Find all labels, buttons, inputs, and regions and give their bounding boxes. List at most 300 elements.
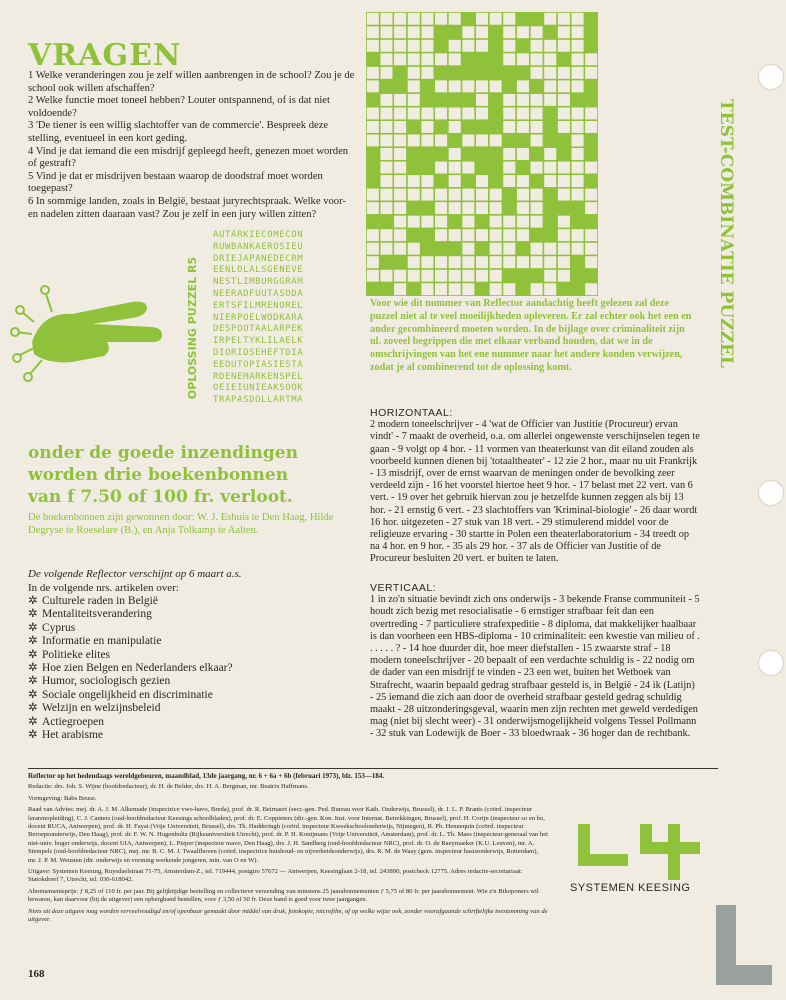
crossword-cell bbox=[449, 175, 461, 187]
crossword-cell bbox=[380, 26, 392, 38]
crossword-cell bbox=[503, 40, 515, 52]
crossword-cell bbox=[408, 80, 420, 92]
crossword-cell bbox=[435, 256, 447, 268]
crossword-cell bbox=[421, 216, 433, 228]
crossword-cell bbox=[531, 94, 543, 106]
prize-heading-line: worden drie boekenbonnen bbox=[28, 465, 289, 485]
crossword-cell bbox=[517, 202, 529, 214]
crossword-cell bbox=[408, 107, 420, 119]
crossword-grid bbox=[366, 12, 598, 296]
crossword-cell bbox=[544, 256, 556, 268]
crossword-cell bbox=[585, 121, 597, 133]
crossword-cell bbox=[367, 121, 379, 133]
crossword-cell bbox=[449, 283, 461, 295]
topic-item: ✲ Sociale ongelijkheid en discriminatie bbox=[28, 688, 213, 701]
crossword-cell bbox=[490, 283, 502, 295]
crossword-cell bbox=[585, 283, 597, 295]
star-bullet-icon: ✲ bbox=[28, 688, 38, 701]
crossword-cell bbox=[517, 189, 529, 201]
crossword-cell bbox=[394, 40, 406, 52]
crossword-cells bbox=[366, 12, 598, 296]
crossword-cell bbox=[421, 26, 433, 38]
crossword-cell bbox=[380, 107, 392, 119]
crossword-cell bbox=[380, 40, 392, 52]
crossword-cell bbox=[367, 80, 379, 92]
crossword-cell bbox=[408, 53, 420, 65]
crossword-cell bbox=[449, 107, 461, 119]
crossword-cell bbox=[394, 216, 406, 228]
solution-row: RUWBANKAEROSIEU bbox=[213, 241, 304, 252]
crossword-cell bbox=[558, 256, 570, 268]
crossword-cell bbox=[544, 175, 556, 187]
crossword-cell bbox=[544, 80, 556, 92]
crossword-cell bbox=[367, 26, 379, 38]
crossword-cell bbox=[531, 135, 543, 147]
crossword-cell bbox=[408, 270, 420, 282]
crossword-cell bbox=[517, 216, 529, 228]
binder-hole bbox=[758, 64, 784, 90]
crossword-cell bbox=[394, 162, 406, 174]
crossword-cell bbox=[462, 229, 474, 241]
crossword-cell bbox=[380, 229, 392, 241]
crossword-cell bbox=[476, 256, 488, 268]
crossword-cell bbox=[462, 216, 474, 228]
crossword-cell bbox=[449, 162, 461, 174]
crossword-cell bbox=[572, 67, 584, 79]
question-item: 2 Welke functie moet toneel hebben? Louter ontspannend, of is dat niet voldoende? bbox=[28, 95, 330, 119]
star-bullet-icon: ✲ bbox=[28, 648, 38, 661]
crossword-cell bbox=[531, 283, 543, 295]
divider bbox=[28, 768, 718, 769]
crossword-cell bbox=[544, 53, 556, 65]
crossword-cell bbox=[558, 67, 570, 79]
crossword-cell bbox=[367, 13, 379, 25]
crossword-cell bbox=[435, 229, 447, 241]
topic-item: ✲ Welzijn en welzijnsbeleid bbox=[28, 702, 161, 715]
crossword-cell bbox=[367, 229, 379, 241]
crossword-cell bbox=[408, 256, 420, 268]
crossword-cell bbox=[462, 40, 474, 52]
solution-row: RDENEMARKENSPEL bbox=[213, 371, 304, 382]
solution-grid bbox=[213, 230, 363, 407]
crossword-cell bbox=[462, 80, 474, 92]
crossword-cell bbox=[449, 121, 461, 133]
solution-row: EEDUTOPIASIESTA bbox=[213, 359, 304, 370]
question-item: 5 Vind je dat er misdrijven bestaan waarop de doodstraf moet worden toegepast? bbox=[28, 170, 323, 195]
crossword-cell bbox=[531, 216, 543, 228]
crossword-cell bbox=[503, 107, 515, 119]
crossword-cell bbox=[394, 13, 406, 25]
crossword-cell bbox=[435, 53, 447, 65]
star-bullet-icon: ✲ bbox=[28, 702, 38, 715]
crossword-cell bbox=[490, 270, 502, 282]
vragen-heading: VRAGEN bbox=[28, 38, 182, 73]
crossword-cell bbox=[572, 107, 584, 119]
crossword-cell bbox=[558, 121, 570, 133]
crossword-cell bbox=[380, 67, 392, 79]
crossword-cell bbox=[408, 189, 420, 201]
crossword-cell bbox=[572, 26, 584, 38]
crossword-cell bbox=[435, 162, 447, 174]
crossword-cell bbox=[517, 80, 529, 92]
crossword-cell bbox=[367, 107, 379, 119]
crossword-cell bbox=[544, 148, 556, 160]
questions-list bbox=[28, 70, 358, 221]
crossword-cell bbox=[490, 13, 502, 25]
crossword-cell bbox=[367, 202, 379, 214]
crossword-cell bbox=[476, 107, 488, 119]
colophon-line: Raad van Advies: mej. dr. A. J. M. Alkemade (inspectrice vwo-havo, Breda), prof. dr. R. Beirnaert (secr.-gen. Ped. Bureau voor Kath. Onderwijs, Brussel), dr. J. L. P. Brants (coörd. inspecteur lerarenopleiding), C. J. Canters (oud-hoofdredacteur Keesings schoolbladen), prof. dr. E. Coppieters (dir.-gen. Kon. Inst. voor Internat. Betrekkingen, Brussel), prof. H. Corijn (inspecteur so en ho, docent RUCA, Antwerpen), prof. dr. H. Fayat (Vrije Universiteit, Brussel), drs. Th. Hadderingh (coörd. inspecteur Kweekschoolonderwijs, Nijmegen), R. Ph. Hennequin (coörd. inspecteur Beroepsonderwijs, Den Haag), prof. dr. F. W. N. Hugenholtz (Rijksuniversiteit Utrecht), prof. dr. P. H. Konijmans (Vrije Universiteit, Amsterdam), prof. dr. L. Th. Maes (inspecteur-generaal van het niet-univ. hoger onderwijs, docent UIA, Antwerpen), L. Pieper (inspecteur mavo, Den Haag), drs. J. H. Sandberg (oud-hoofdredacteur NRC), prof. dr. O. de Raeymaeker (K.U. Leuven), mr. A. Stempels (oud-hoofdredacteur NRC), mej. mr. B. C. M. J. Twaalfhoven (coörd. inspectrice huishoud- en nijverheidsonderwijs), drs. R. M. de Waay (gem. inspecteur basisonderwijs, Rotterdam), mr. J. P. M. Weusten (dir. onderwijs en vorming werkende jongeren, min. van O en W). bbox=[28, 806, 548, 864]
colophon-line: Redactie: drs. Joh. S. Wijne (hoofdredacteur), dr. H. de Belder, drs. H. A. Bergman, mr. Beatrix Haffmans. bbox=[28, 783, 309, 791]
horizontal-clue-text: 2 modern toneelschrijver - 4 'wat de Officier van Justitie (Procureur) ervan vindt' - 7 maakt de overheid, o.a. om allerlei ongewenste verschijnselen tegen te gaan - 9 volgt op 4 hor. - 11 vormen van theaterkunst van dit eiland zouden als voorbeeld kunnen dienen bij 'totaaltheater' - 12 zie 2 hor., maar nu uit Frankrijk - 13 misdrijf, over de ernst waarvan de meningen onder de bevolking zeer verdeeld zijn - 16 het voorstel hiertoe heet 9 hor. - 17 belast met 22 vert. van 6 vert. - 19 over het gebruik hiervan zou je hetzelfde kunnen zeggen als bij 13 hor. - 21 ernstig 6 vert. - 23 slachtoffers van 'Kriminal-biologie' - 26 daar wordt 16 hor. uitgezeten - 27 stuk van 18 vert. - 29 stimulerend middel voor de religieuze ervaring - 30 startte in Polen een theaterlaboratorium - 34 treedt op na 4 hor. en 9 hor. - 35 als 29 hor. - 37 als de Officier van Justitie of de Procureur besluiten 20 vert. er buiten te laten. bbox=[370, 419, 700, 565]
crossword-cell bbox=[531, 162, 543, 174]
crossword-cell bbox=[572, 53, 584, 65]
crossword-cell bbox=[572, 162, 584, 174]
page-number: 168 bbox=[28, 968, 45, 980]
crossword-cell bbox=[517, 229, 529, 241]
horizontal-heading: HORIZONTAAL: bbox=[370, 407, 453, 419]
crossword-cell bbox=[435, 135, 447, 147]
crossword-cell bbox=[476, 202, 488, 214]
crossword-cell bbox=[476, 270, 488, 282]
crossword-cell bbox=[380, 270, 392, 282]
topic-item: ✲ Informatie en manipulatie bbox=[28, 635, 162, 648]
crossword-cell bbox=[558, 80, 570, 92]
crossword-cell bbox=[435, 107, 447, 119]
crossword-cell bbox=[462, 26, 474, 38]
topic-item: ✲ Actiegroepen bbox=[28, 715, 104, 728]
crossword-cell bbox=[476, 94, 488, 106]
crossword-cell bbox=[517, 256, 529, 268]
crossword-cell bbox=[380, 175, 392, 187]
crossword-cell bbox=[503, 256, 515, 268]
crossword-cell bbox=[585, 189, 597, 201]
crossword-cell bbox=[585, 229, 597, 241]
crossword-cell bbox=[544, 13, 556, 25]
crossword-cell bbox=[585, 243, 597, 255]
crossword-cell bbox=[462, 135, 474, 147]
crossword-cell bbox=[572, 135, 584, 147]
pointing-hand-illustration bbox=[12, 272, 182, 392]
horizontal-clues bbox=[370, 407, 700, 566]
crossword-cell bbox=[490, 189, 502, 201]
puzzle-title-text: TEST-COMBINATIE PUZZEL bbox=[716, 99, 736, 368]
crossword-cell bbox=[421, 175, 433, 187]
solution-label bbox=[180, 228, 204, 428]
solution-row: TRAPASDOLLARTMA bbox=[213, 395, 304, 406]
crossword-cell bbox=[367, 256, 379, 268]
crossword-cell bbox=[421, 283, 433, 295]
star-bullet-icon: ✲ bbox=[28, 621, 38, 634]
crossword-cell bbox=[531, 243, 543, 255]
question-item: 3 'De tiener is een willig slachtoffer van de commercie'. Bespreek deze stelling, eventueel in een kort geding. bbox=[28, 120, 329, 144]
question-item: 6 In sommige landen, zoals in België, bestaat juryrechtspraak. Welke voor- en nadelen zitten daaraan vast? Zou je zelf in een jury willen zitten? bbox=[28, 195, 346, 220]
crossword-cell bbox=[517, 148, 529, 160]
crossword-cell bbox=[503, 229, 515, 241]
crossword-cell bbox=[449, 53, 461, 65]
crossword-cell bbox=[531, 53, 543, 65]
crossword-cell bbox=[490, 243, 502, 255]
crossword-cell bbox=[394, 121, 406, 133]
solution-row: ERTSFILMRENOREL bbox=[213, 300, 304, 311]
crossword-cell bbox=[558, 40, 570, 52]
keesing-logo-icon bbox=[568, 820, 708, 880]
crossword-cell bbox=[503, 175, 515, 187]
puzzle-side-title bbox=[600, 8, 736, 368]
crossword-cell bbox=[435, 189, 447, 201]
crossword-cell bbox=[394, 53, 406, 65]
crossword-cell bbox=[490, 135, 502, 147]
crossword-cell bbox=[585, 202, 597, 214]
star-bullet-icon: ✲ bbox=[28, 662, 38, 675]
crossword-cell bbox=[558, 107, 570, 119]
crossword-cell bbox=[558, 13, 570, 25]
crossword-cell bbox=[572, 175, 584, 187]
crossword-cell bbox=[531, 40, 543, 52]
crossword-cell bbox=[490, 202, 502, 214]
topic-item: ✲ Het arabisme bbox=[28, 729, 103, 742]
crossword-cell bbox=[421, 40, 433, 52]
crossword-cell bbox=[449, 40, 461, 52]
crossword-cell bbox=[503, 148, 515, 160]
crossword-cell bbox=[380, 13, 392, 25]
crossword-cell bbox=[408, 67, 420, 79]
colophon-line: Abonnementsprijs: ƒ 8,25 of 110 fr. per jaar. Bij gelijktijdige bestelling en collectieve verzending van minstens 25 jaarabonnementen ƒ 5,75 of 80 fr. per jaarabonnement. Wie z'n Bikoponers wil bewaren, kan daarvoor (bij de uitgever) een opbergband bestellen, voor ƒ 3,50 of 50 fr. Deze band is goed voor twee jaargangen. bbox=[28, 887, 539, 904]
crossword-cell bbox=[449, 229, 461, 241]
crossword-cell bbox=[476, 40, 488, 52]
crossword-cell bbox=[394, 229, 406, 241]
crossword-cell bbox=[476, 80, 488, 92]
topic-item: ✲ Mentaliteitsverandering bbox=[28, 608, 152, 621]
crossword-cell bbox=[517, 53, 529, 65]
keesing-name: SYSTEMEN KEESING bbox=[570, 882, 691, 894]
next-issue-intro: De volgende Reflector verschijnt op 6 maart a.s. bbox=[28, 568, 242, 580]
crossword-cell bbox=[408, 175, 420, 187]
crossword-cell bbox=[572, 80, 584, 92]
crossword-cell bbox=[394, 189, 406, 201]
crossword-cell bbox=[544, 94, 556, 106]
crossword-cell bbox=[572, 189, 584, 201]
question-item: 4 Vind je dat iemand die een misdrijf gepleegd heeft, genezen moet worden of gestraft? bbox=[28, 145, 349, 170]
star-bullet-icon: ✲ bbox=[28, 608, 38, 621]
topic-item: ✲ Culturele raden in België bbox=[28, 595, 158, 607]
crossword-cell bbox=[517, 26, 529, 38]
crossword-cell bbox=[585, 67, 597, 79]
crossword-cell bbox=[462, 243, 474, 255]
next-issue-lead: In de volgende nrs. artikelen over: bbox=[28, 581, 179, 594]
puzzle-intro: Voor wie dit nummer van Reflector aandachtig heeft gelezen zal deze puzzel niet al te veel moeilijkheden opleveren. Er zal echter ook het een en ander gecombineerd moeten worden. In de bijlage over criminaliteit zijn nl. zoveel begrippen die met elkaar verband houden, dat we in de omschrijvingen van het ene nummer naar het andere konden verwijzen, zodat je al combinerend tot de oplossing komt. bbox=[370, 298, 692, 373]
crossword-cell bbox=[380, 135, 392, 147]
crossword-cell bbox=[476, 229, 488, 241]
crossword-cell bbox=[367, 270, 379, 282]
crossword-cell bbox=[435, 216, 447, 228]
crossword-cell bbox=[572, 229, 584, 241]
crossword-cell bbox=[558, 175, 570, 187]
crossword-cell bbox=[380, 189, 392, 201]
crossword-cell bbox=[462, 162, 474, 174]
crossword-cell bbox=[380, 162, 392, 174]
crossword-cell bbox=[435, 80, 447, 92]
star-bullet-icon: ✲ bbox=[28, 595, 38, 607]
crossword-cell bbox=[572, 121, 584, 133]
crossword-cell bbox=[558, 94, 570, 106]
crossword-cell bbox=[421, 13, 433, 25]
star-bullet-icon: ✲ bbox=[28, 635, 38, 648]
solution-row: OEIEIUNIEAKSOOK bbox=[213, 383, 304, 394]
crossword-cell bbox=[558, 216, 570, 228]
corner-mark-icon bbox=[712, 905, 772, 985]
star-bullet-icon: ✲ bbox=[28, 729, 38, 742]
crossword-cell bbox=[544, 162, 556, 174]
crossword-cell bbox=[421, 121, 433, 133]
crossword-cell bbox=[380, 148, 392, 160]
topic-item: ✲ Politieke elites bbox=[28, 648, 111, 661]
crossword-cell bbox=[585, 53, 597, 65]
solution-label-text: OPLOSSING PUZZEL R5 bbox=[186, 256, 199, 400]
crossword-cell bbox=[421, 256, 433, 268]
crossword-cell bbox=[435, 202, 447, 214]
crossword-cell bbox=[435, 13, 447, 25]
star-bullet-icon: ✲ bbox=[28, 715, 38, 728]
colophon-line: Niets uit deze uitgave mag worden verveelvoudigd en/of openbaar gemaakt door middel van druk, fotokopie, microfilm, of op welke wijze ook, zonder voorafgaande schriftelijke toestemming van de uitgever. bbox=[28, 907, 548, 924]
crossword-cell bbox=[394, 94, 406, 106]
crossword-cell bbox=[462, 189, 474, 201]
crossword-cell bbox=[408, 26, 420, 38]
crossword-cell bbox=[503, 216, 515, 228]
crossword-cell bbox=[462, 256, 474, 268]
solution-row: EENLOLALSGENEVE bbox=[213, 265, 304, 276]
crossword-cell bbox=[558, 26, 570, 38]
crossword-cell bbox=[476, 26, 488, 38]
crossword-cell bbox=[449, 80, 461, 92]
crossword-cell bbox=[394, 135, 406, 147]
crossword-cell bbox=[476, 189, 488, 201]
crossword-cell bbox=[408, 94, 420, 106]
crossword-cell bbox=[421, 107, 433, 119]
star-bullet-icon: ✲ bbox=[28, 675, 38, 688]
crossword-cell bbox=[572, 40, 584, 52]
crossword-cell bbox=[367, 135, 379, 147]
colophon-line: Vormgeving: Babs Beuse. bbox=[28, 794, 97, 802]
crossword-cell bbox=[503, 121, 515, 133]
crossword-cell bbox=[490, 80, 502, 92]
crossword-cell bbox=[585, 162, 597, 174]
crossword-cell bbox=[449, 189, 461, 201]
vertical-clues bbox=[370, 582, 700, 741]
crossword-cell bbox=[503, 94, 515, 106]
crossword-cell bbox=[394, 107, 406, 119]
crossword-cell bbox=[490, 256, 502, 268]
crossword-cell bbox=[421, 135, 433, 147]
crossword-cell bbox=[517, 121, 529, 133]
crossword-cell bbox=[558, 162, 570, 174]
crossword-cell bbox=[394, 148, 406, 160]
next-issue bbox=[28, 568, 358, 742]
crossword-cell bbox=[408, 135, 420, 147]
crossword-cell bbox=[367, 67, 379, 79]
prize-heading-line: onder de goede inzendingen bbox=[28, 443, 298, 463]
crossword-cell bbox=[408, 40, 420, 52]
crossword-cell bbox=[517, 107, 529, 119]
prize-heading bbox=[28, 442, 358, 508]
crossword-cell bbox=[367, 243, 379, 255]
crossword-cell bbox=[394, 175, 406, 187]
crossword-cell bbox=[367, 189, 379, 201]
crossword-cell bbox=[394, 243, 406, 255]
crossword-cell bbox=[449, 202, 461, 214]
crossword-cell bbox=[503, 13, 515, 25]
crossword-cell bbox=[531, 189, 543, 201]
crossword-cell bbox=[558, 229, 570, 241]
crossword-cell bbox=[531, 256, 543, 268]
crossword-cell bbox=[380, 202, 392, 214]
colophon-line: Reflector op het hedendaags wereldgebeuren, maandblad, 13de jaargang, nr. 6 + 6a + 6b (februari 1973), blz. 153—184. bbox=[28, 772, 385, 780]
solution-row: NEERADFUUTASODA bbox=[213, 288, 304, 299]
crossword-cell bbox=[462, 270, 474, 282]
crossword-cell bbox=[558, 243, 570, 255]
topic-item: ✲ Humor, sociologisch gezien bbox=[28, 675, 171, 688]
colophon bbox=[28, 772, 548, 928]
crossword-cell bbox=[380, 243, 392, 255]
solution-row: DESPOOTAALARPEK bbox=[213, 324, 304, 335]
crossword-cell bbox=[585, 256, 597, 268]
crossword-cell bbox=[380, 53, 392, 65]
crossword-cell bbox=[585, 107, 597, 119]
crossword-cell bbox=[449, 148, 461, 160]
question-item: 1 Welke veranderingen zou je zelf willen aanbrengen in de school? Zou je de school ook willen afschaffen? bbox=[28, 70, 355, 94]
crossword-cell bbox=[490, 216, 502, 228]
crossword-cell bbox=[517, 94, 529, 106]
topic-item: ✲ Hoe zien Belgen en Nederlanders elkaar? bbox=[28, 662, 233, 675]
solution-row: DIORIDSEHEFTDIA bbox=[213, 347, 304, 358]
crossword-cell bbox=[394, 270, 406, 282]
crossword-cell bbox=[531, 67, 543, 79]
crossword-cell bbox=[435, 270, 447, 282]
crossword-cell bbox=[449, 270, 461, 282]
solution-row: AUTARKIECOMECON bbox=[213, 230, 304, 240]
crossword-cell bbox=[572, 148, 584, 160]
crossword-cell bbox=[408, 243, 420, 255]
prize-heading-line: van f 7.50 of 100 fr. verloot. bbox=[28, 487, 293, 507]
winners-text: De boekenbonnen zijn gewonnen door: W. J. Eshuis te Den Haag, Hilde Degryse te Roeselare (B.), en Anja Tolkamp te Aalten. bbox=[28, 512, 334, 536]
crossword-cell bbox=[435, 283, 447, 295]
crossword-cell bbox=[476, 175, 488, 187]
crossword-cell bbox=[517, 175, 529, 187]
crossword-cell bbox=[531, 26, 543, 38]
crossword-cell bbox=[408, 13, 420, 25]
crossword-cell bbox=[476, 13, 488, 25]
crossword-cell bbox=[421, 189, 433, 201]
binder-hole bbox=[758, 480, 784, 506]
crossword-cell bbox=[503, 283, 515, 295]
crossword-cell bbox=[558, 189, 570, 201]
crossword-cell bbox=[503, 162, 515, 174]
crossword-cell bbox=[531, 107, 543, 119]
crossword-cell bbox=[462, 107, 474, 119]
crossword-cell bbox=[544, 40, 556, 52]
solution-row: IRPELTYKLILAELK bbox=[213, 336, 304, 347]
crossword-cell bbox=[421, 67, 433, 79]
crossword-cell bbox=[367, 40, 379, 52]
crossword-cell bbox=[380, 121, 392, 133]
colophon-line: Uitgave: Systemen Keesing, Ruysdaelstraat 71-75, Amsterdam-Z., tel. 719444, postgiro 57672 — Antwerpen, Keesinglaan 2-18, tel. 243890, postcheck 12775. Adres redactie-secretariaat: Statokdreef 7, Utrecht, tel. 030-618042. bbox=[28, 868, 523, 884]
crossword-cell bbox=[503, 53, 515, 65]
crossword-cell bbox=[558, 270, 570, 282]
crossword-cell bbox=[503, 26, 515, 38]
crossword-cell bbox=[544, 243, 556, 255]
vertical-clue-text: 1 in zo'n situatie bevindt zich ons onderwijs - 3 bekende Franse communiteit - 5 houdt zich bezig met resocialisatie - 6 ernstiger strafbaar feit dan een overtreding - 7 particuliere strafexpeditie - 8 diploma, dat makkelijker haalbaar is dan voorheen een HBS-diploma - 10 criminaliteit: een kwestie van milieu of . . . . . . ? - 14 hoe duurder dit, hoe meer diefstallen - 15 zwaarste straf - 18 modern toneelschrijver - 20 bepaalt of een verdachte schuldig is - 22 nodig om de dader van een misdrijf te vinden - 23 een wet, buiten het Wetboek van Strafrecht, waarin bepaald gedrag strafbaar gesteld is, in België - 24 ik (Latijn) - 25 iemand die zich aan door de overheid strafbaar gesteld gedrag schuldig maakt - 28 uitzonderingsgeval, waarin men zijn rechten met geweld verdedigen mag (niet bij slecht weer) - 31 onderwijsmogelijkheid volgens Tessel Pollmann - 32 stuk van Lodewijk de Boer - 33 bloedwraak - 36 hoger dan de rechtbank. bbox=[370, 594, 700, 740]
crossword-cell bbox=[394, 283, 406, 295]
